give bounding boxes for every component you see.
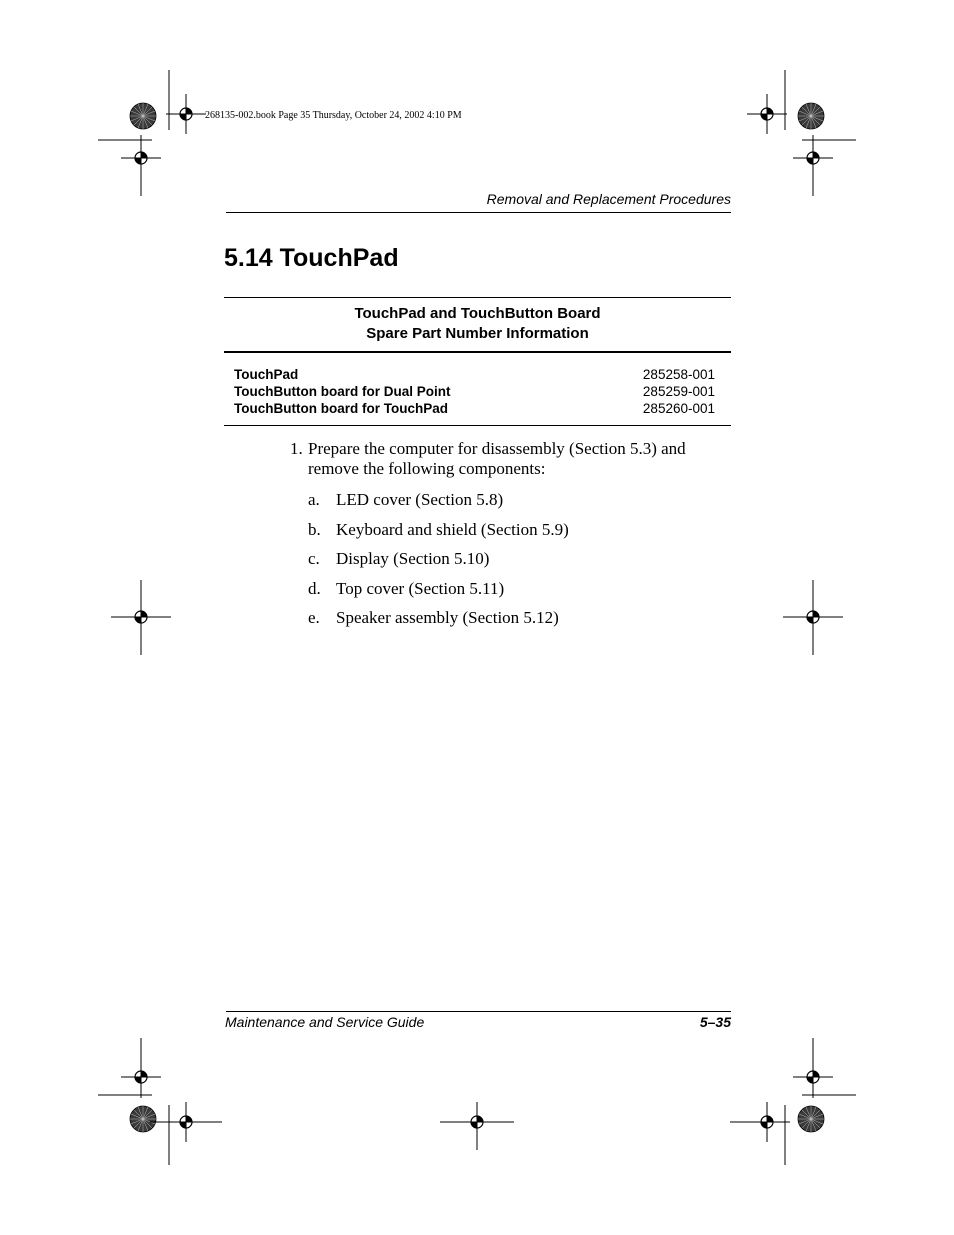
sub-step-text: Keyboard and shield (Section 5.9) — [336, 520, 569, 539]
part-number: 285258-001 — [642, 367, 715, 382]
footer-rule — [226, 1011, 731, 1012]
running-header: Removal and Replacement Procedures — [486, 191, 731, 207]
section-title: 5.14 TouchPad — [224, 244, 399, 272]
header-rule — [226, 212, 731, 213]
part-name: TouchButton board for Dual Point — [234, 384, 451, 399]
footer-guide-title: Maintenance and Service Guide — [225, 1014, 425, 1030]
sub-step-letter: d. — [308, 579, 321, 598]
step-number: 1. — [290, 439, 303, 458]
table-row — [234, 401, 715, 418]
part-name: TouchButton board for TouchPad — [234, 401, 448, 416]
table-caption-line1: TouchPad and TouchButton Board — [354, 305, 601, 322]
table-caption-line2: Spare Part Number Information — [366, 325, 589, 342]
sub-step-text: Display (Section 5.10) — [336, 549, 490, 568]
table-row — [234, 384, 715, 401]
step-text: Prepare the computer for disassembly (Section 5.3) and remove the following components: — [308, 439, 686, 478]
sub-step-text: Speaker assembly (Section 5.12) — [336, 608, 559, 627]
part-number: 285259-001 — [642, 384, 715, 399]
sub-step-letter: e. — [308, 608, 320, 627]
sub-step-letter: c. — [308, 549, 320, 568]
sub-step-letter: b. — [308, 520, 321, 539]
table-header-rule — [224, 351, 731, 353]
part-name: TouchPad — [234, 367, 299, 382]
table-row — [234, 367, 715, 384]
print-slug: 268135-002.book Page 35 Thursday, October 24, 2002 4:10 PM — [205, 110, 462, 121]
part-number: 285260-001 — [642, 401, 715, 416]
table-bottom-rule — [224, 425, 731, 426]
sub-step-text: Top cover (Section 5.11) — [336, 579, 505, 598]
sub-step-letter: a. — [308, 490, 320, 509]
table-top-rule — [224, 297, 731, 298]
page-number: 5–35 — [699, 1014, 731, 1030]
sub-step-text: LED cover (Section 5.8) — [336, 490, 504, 509]
